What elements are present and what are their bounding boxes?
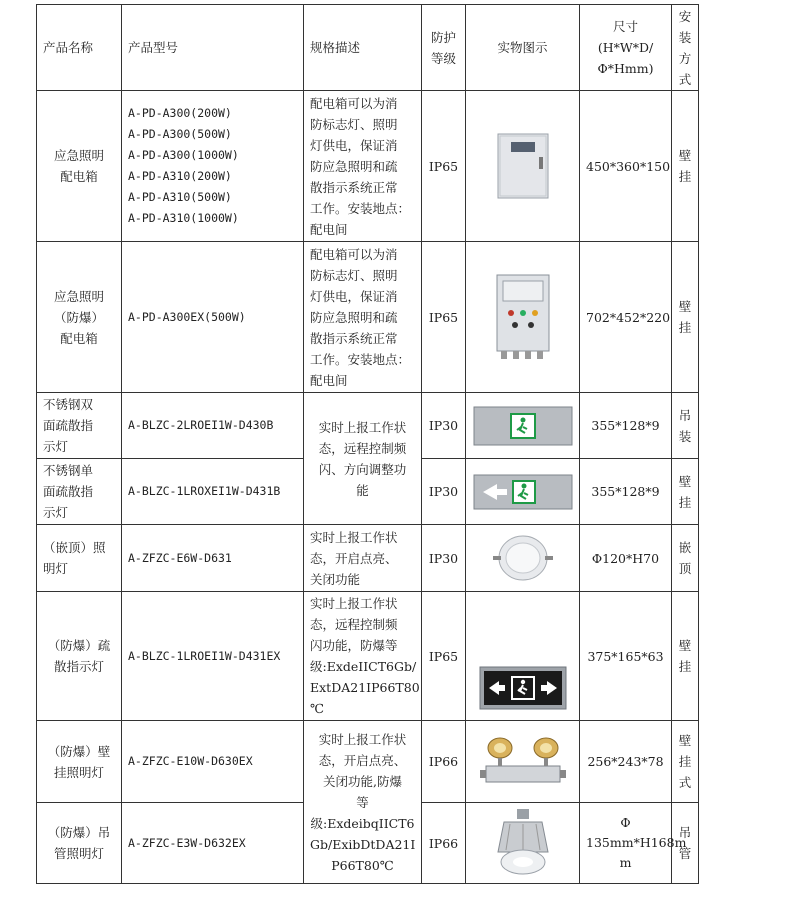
product-size: 375*165*63: [580, 592, 672, 721]
twin-head-light-icon: [478, 734, 568, 790]
exit-sign-arrow-icon: [473, 474, 573, 510]
product-model: A-BLZC-1LROEI1W-D431EX: [122, 592, 304, 721]
product-image-cell: [466, 803, 580, 884]
product-model: A-ZFZC-E3W-D632EX: [122, 803, 304, 884]
header-spec: 规格描述: [304, 5, 422, 91]
spec-description: 实时上报工作状 态，开启点亮、 关闭功能,防爆 等 级:ExdeibqIICT6 Gb/ExibDtDA21I P66T80℃: [304, 721, 422, 884]
protection-level: IP66: [422, 803, 466, 884]
install-method: 壁 挂 式: [672, 721, 699, 803]
product-model: A-BLZC-2LROEI1W-D430B: [122, 393, 304, 459]
table-row: [37, 592, 699, 721]
product-name: 应急照明 配电箱: [37, 91, 122, 242]
header-image: 实物图示: [466, 5, 580, 91]
product-name: 不锈钢双 面疏散指 示灯: [37, 393, 122, 459]
protection-level: IP30: [422, 393, 466, 459]
table-row: [37, 721, 699, 803]
spec-description: 实时上报工作状 态，开启点亮、 关闭功能: [304, 525, 422, 592]
protection-level: IP65: [422, 242, 466, 393]
product-table: [36, 4, 699, 884]
product-size: Φ120*H70: [580, 525, 672, 592]
product-image-cell: [466, 721, 580, 803]
product-name: 不锈钢单 面疏散指 示灯: [37, 459, 122, 525]
header-name: 产品名称: [37, 5, 122, 91]
header-model: 产品型号: [122, 5, 304, 91]
pendant-light-icon: [492, 808, 554, 878]
product-name: （防爆）壁 挂照明灯: [37, 721, 122, 803]
product-image-cell: [466, 242, 580, 393]
spec-description: 配电箱可以为消 防标志灯、照明 灯供电，保证消 防应急照明和疏 散指示系统正常 工作。安装地点： 配电间: [304, 242, 422, 393]
spec-description: 配电箱可以为消 防标志灯、照明 灯供电，保证消 防应急照明和疏 散指示系统正常 工作。安装地点： 配电间: [304, 91, 422, 242]
exit-sign-double-icon: [473, 406, 573, 446]
product-name: （防爆）疏 散指示灯: [37, 592, 122, 721]
explosion-proof-box-icon: [495, 273, 551, 361]
distribution-box-icon: [497, 133, 549, 199]
product-model: A-PD-A300EX(500W): [122, 242, 304, 393]
product-size: 256*243*78: [580, 721, 672, 803]
product-model: A-ZFZC-E10W-D630EX: [122, 721, 304, 803]
protection-level: IP30: [422, 459, 466, 525]
spec-description: 实时上报工作状 态，远程控制频 闪功能，防爆等 级:ExdeIICT6Gb/ ExtDA21IP66T80 ℃: [304, 592, 422, 721]
product-image-cell: [466, 393, 580, 459]
product-size: 702*452*220: [580, 242, 672, 393]
install-method: 壁 挂: [672, 592, 699, 721]
downlight-icon: [491, 532, 555, 584]
install-method: 壁 挂: [672, 91, 699, 242]
table-row: [37, 242, 699, 393]
protection-level: IP65: [422, 592, 466, 721]
product-image-cell: [466, 459, 580, 525]
product-image-cell: [466, 592, 580, 721]
product-model: A-BLZC-1LROXEI1W-D431B: [122, 459, 304, 525]
install-method: 壁 挂: [672, 459, 699, 525]
header-row: [37, 5, 699, 91]
product-name: 应急照明 （防爆） 配电箱: [37, 242, 122, 393]
table-row: [37, 525, 699, 592]
header-size: 尺寸(H*W*D/ Φ*Hmm): [580, 5, 672, 91]
protection-level: IP30: [422, 525, 466, 592]
install-method: 吊 管: [672, 803, 699, 884]
product-image-cell: [466, 525, 580, 592]
protection-level: IP66: [422, 721, 466, 803]
spec-description: 实时上报工作状 态，远程控制频 闪、方向调整功 能: [304, 393, 422, 525]
product-image-cell: [466, 91, 580, 242]
product-size: 355*128*9: [580, 393, 672, 459]
product-size: 450*360*150: [580, 91, 672, 242]
exit-sign-ex-icon: [479, 666, 567, 710]
table-row: [37, 91, 699, 242]
install-method: 嵌 顶: [672, 525, 699, 592]
product-name: （嵌顶）照 明灯: [37, 525, 122, 592]
product-model: A-ZFZC-E6W-D631: [122, 525, 304, 592]
header-protection: 防护 等级: [422, 5, 466, 91]
product-model: A-PD-A300(200W) A-PD-A300(500W) A-PD-A300(1000W) A-PD-A310(200W) A-PD-A310(500W) A-PD-A310(1000W): [122, 91, 304, 242]
header-install: 安 装 方 式: [672, 5, 699, 91]
protection-level: IP65: [422, 91, 466, 242]
install-method: 吊 装: [672, 393, 699, 459]
product-size: Φ 135mm*H168m m: [580, 803, 672, 884]
product-name: （防爆）吊 管照明灯: [37, 803, 122, 884]
install-method: 壁 挂: [672, 242, 699, 393]
product-size: 355*128*9: [580, 459, 672, 525]
table-row: [37, 393, 699, 459]
